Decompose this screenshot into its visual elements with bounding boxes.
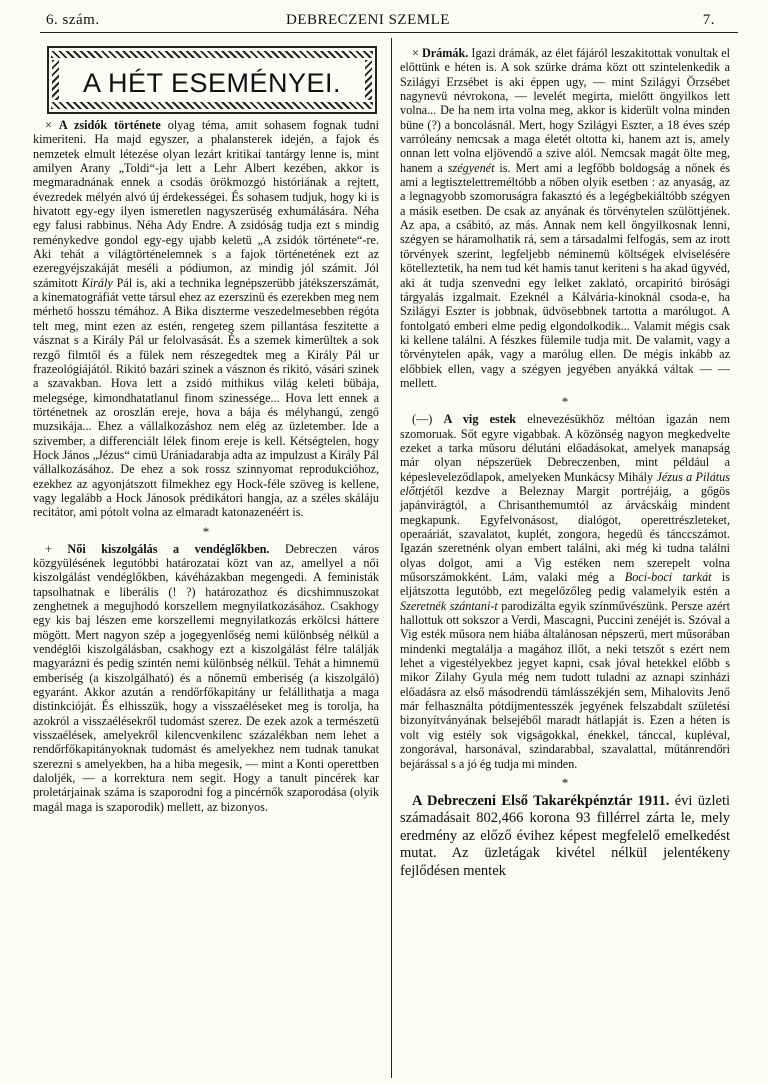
banner-zigzag-top (51, 51, 373, 58)
article-heading: Női kiszolgálás a vendéglőkben. (67, 541, 270, 556)
article-text: elnevezésükhöz méltóan igazán nem szomoruak. Sőt egyre vigabbak. A közönség nagyon megkedvelte ezeket a tarka műsoru délutáni előadásokat, amelyek manapság már olyan népszerüek Debreczenben, mint például a képesleveleződlapok, amelyeken Munkácsy Mihály (400, 412, 730, 484)
right-column (400, 46, 730, 880)
article-text-italic: Szeretnék szántani-t (400, 598, 498, 613)
banner-zigzag-bottom (51, 102, 373, 109)
left-column (33, 118, 379, 814)
article-mark: (—) (412, 412, 433, 427)
separator-star: * (561, 394, 569, 410)
journal-title: DEBRECZENI SZEMLE (286, 12, 450, 28)
article-mark: + (45, 541, 52, 556)
issue-number: 6. szám. (46, 12, 100, 28)
article-heading: Drámák. (421, 46, 469, 60)
separator-star: * (202, 523, 210, 539)
article-text: Igazi drámák, az élet fájáról leszakitottak vonultak el előttünk e héten is. A sok szürke dráma közt ott szintelenkedik a Szilágyi Erzsébet is aki éppen ugy, — mint Szilágyi Örzsébet nagynevü névrokona, — levelét megirta, mielőtt öngyilkos lett volna... De ha nem irta volna meg, akkor is kiderült volna minden büne (?) a boncolásnál. Mert, hogy Szilágyi Eszter, a 18 éves szép varróleány nemcsak a maga életét oltotta ki, hanem azt is, amely onnan lett volna eljövendő a szive alól. Nemcsak magát ölte meg, hanem a (400, 46, 731, 175)
article-text: olyag téma, amit sohasem fognak tudni kimeriteni. Ha majd egyszer, a phalansterek idején, a fajok és nemzetek elmult létezése olyan lezárt kritikai tantárgy lenne is, mint amilyen Arany „Toldi“-ja lett a Lehr Albert kezében, akkor is megmaradnának ennek a csodás örökmozgó históriának a rejtett, évezredek mélyén alvó új érdekességei. És sohasem tudjuk, hogy ki is hivatott egy-egy ilyen ismeretlen nagyszerüség exhumálására. Néha egy falusi rabbinus. Néha Ady Endre. A zsidóság tudja ezt s mindig reménykedve gondol egy-egy ujabb keletü „A zsidók története“-re. Aki tehát a világtörténelemnek s a fajok történetének ezt az ezeregyéjszakáját meséli a pódiumon, az mindig jól számit. Jól számitott (33, 118, 380, 290)
article-text: Debreczen város közgyülésének legutóbbi határozatai közt van az, amellyel a női kiszolgálást vendéglőkben, kávéházakban megengedi. A feministák tapsolhatnak e liberális (! ?) határozathoz és dicshimnuszokat zenghetnek a megujhodó korszellem megnyilatkozásához. Csakhogy egy kis baj lészen eme korszellemi megnyilatkozás erkölcsi háttere mögött. Mert nagyon szép a jogegyenlőség nemi különbség nélkül a vendéglői kiszolgálásban, csakhogy ezt a kiszolgálást félre találják magyarázni és pedig szintén nemi különbség nélkül. Tehát a himnemü emberiség (a kiszolgálható) és a nőnemü emberiség (a kiszolgáló) egyaránt. Akkor azután a rendőrfőkapitány ur felállithatja a maga distinkcióját. És elhisszük, hogy a visszaéléseket meg is torolja, ha azokról a visszaélésekről tudomást szerez. De ezek azok a természetü visszaélések, amelyekről kilencvenkilenc százalékban nem lehet a rendőrfőkapitányoknak tudomást és amelyekhez nem tudnak tanukat szerezni s amelyekben, ha a hiba megesik, — mint a Konti operettben daloljék, — a korrektura nem segit. Hogy a tanult pincérek kar proletárjainak száma is szaporodni fog a pincérnők szaporodása (olyik magál maga is szaporodik) mellett, az bizonyos. (33, 541, 380, 814)
section-banner (47, 46, 377, 114)
article-dramak (400, 46, 730, 390)
article-text-italic: szégyenét (447, 160, 495, 175)
article-text-italic: Jézus a Pilátus előtt (400, 469, 731, 498)
article-heading: A Debreczeni Első Takarékpénztár 1911. (412, 792, 670, 809)
article-text-italic: Király (81, 275, 113, 290)
header-rule (40, 32, 738, 33)
article-text-italic: Boci-boci tarkát (624, 570, 712, 585)
page-number: 7. (702, 12, 715, 28)
article-heading: A zsidók története (58, 118, 161, 132)
article-zsidok (33, 118, 379, 520)
article-noi-kiszolgalas (33, 542, 379, 815)
separator-star: * (561, 774, 569, 790)
article-text: Pál is, aki a technika legnépszerübb játékszerszámát, a kinematográfiát vette társul ehez az ezerszinü és ezerekben meg nem mérhető hosszu témához. A Bika diszterme veszedelmesebben régóta telt meg, mint ezen az estén, rengeteg szem pillantása feszitette a vásznat s a Király Pál ur felolvasását. És a szemek kimerültek a sok rezgő filmtől és a fülek nem részegedtek meg a Király Pál ur frazeológiájától. Rikitó bazári szinek a vásznon és rikitó, vásári szinek a szavakban. Hova lett a zsidó mithikus világ keleti bübája, melegsége, kimondhatatlanul finom szinessége... Hova lett ennek a történetnek az oroszlán ereje, hova a bája és mélyhangú, zengő muzsikája... Ehez a vállalkozáshoz nem elég az üzletember. Ide a szivember, a differenciált lélek finom ereje is kell. Kétségtelen, hogy Hock János „Jézus“ cimü Urániadarabja adta az impulzust a Király Pál vállalkozásához. De ehez a sok rossz szinnyomat reprodukcióhoz, ezekhez az agyonjátszott filmekhez egy Hock-féle szöveg is kellene, vagy legalább a Hock Jánosok prédikátori hangja, az a széles skáláju recitátor, ami pótolt volna az elmaradt katonazenéért is. (33, 275, 379, 520)
article-text: is eljátszotta legutóbb, ezt megelőzőleg pedig valamelyik estén a (400, 570, 730, 599)
article-mark: × (412, 46, 419, 60)
article-mark: × (45, 118, 52, 132)
article-text: is. Mert ami a legfőbb boldogság a nőnek és ami a legtisztelettreméltóbb a nőben olyik esetben : az anyaság, az a legnagyobb szomoruságra fakasztó és a legégbekiáltóbb szégyen a másik esetben. De csak az anyának és törvénytelen szülöttjének. Az apa, a csábitó, az más. Annak nem kell öngyilkosnak lenni, szégyen se háramolhatik rá, sem a társadalmi felfogás, sem az irott törvények szerint, legfeljebb néminemü költségek elviselésére kötelleztetik, ha nem tud két hamis tanut keriteni s ha akad ügyvéd, aki át tudja szenvedni egy lelket zaklató, orcapiritó birósági tárgyalás izgalmait. Ezeknél a Kálvária-kinoknál csoda-e, ha Szilágyi Eszter is jobbnak, üdvösebbnek tartotta a marólugot. A fontolgató emberi elme pedig elgondolkodik... Valamit mégis csak ki kellene találni. A fészkes fülemile tudja mit. De valamit, vagy a törvénytelen apák, vagy a marólug ellen. De mégis inkább az előbbiek ellen, vagy a szégyen jegyében anyákká váltak — — mellett. (400, 160, 731, 390)
article-text: jétől kezdve a Beleznay Margit portréjáig, a gőgös japánvirágtól, a Chrisanthemumtól az árvácskáig mindent megkapunk. Egyfelvonásost, dialógot, operettrészleteket, operaáriát, szavalatot, kuplét, zongora, hegedü és tánccszámot. Igazán szeretnénk olyan embert találni, aki még ki tudna találni olyas dolgot, ami a Vig estéken nem szerepelt volna műsorszámokként. Lám, valaki még a (400, 483, 730, 585)
article-heading: A vig estek (443, 412, 517, 427)
article-text: parodizálta egyik színművészünk. Persze azért hallottuk ott sokszor a Verdi, Mascagni, Puccini zenéjét is. Szóval a Vig esték műsora nem hiába általánosan népszerü, mert műsorában mindenki megtalálja a magához illőt, a neki tetszőt s ezért nem lehet a vigestélyekbez jegyet kapni, csak jóval hetekkel előbb s mikor Zilahy Gyula még nem tudott tuladni az aznapi szinházi előadásra az első másodrendü támlásszékjén sem, Mihalovits Jenő már felhasználta pótdíjmentesszék jegyének felszabdalt születési bizonyítványának belsejéből maradt hátlapját is. Ezen a héten is volt vig estély sok vigságokkal, énekkel, tánccal, kupléval, zongorával, harsonával, szindarabbal, szavalattal, műtánrendőri bejárással s a jó ég tudja mi minden. (400, 598, 731, 771)
page-header (40, 8, 725, 30)
column-divider (391, 38, 392, 1078)
section-title: A HÉT ESEMÉNYEI. (82, 68, 342, 98)
article-takarekpenztar (400, 793, 730, 881)
article-vig-estek (400, 412, 730, 771)
article-text: évi üzleti számadásait 802,466 korona 93 fillérrel zárta le, mely eredmény az előző évihez képest megfelelő emelkedést mutat. Az üzletágak kivétel nélkül jelentékeny fejlődésen mentek (400, 792, 731, 879)
